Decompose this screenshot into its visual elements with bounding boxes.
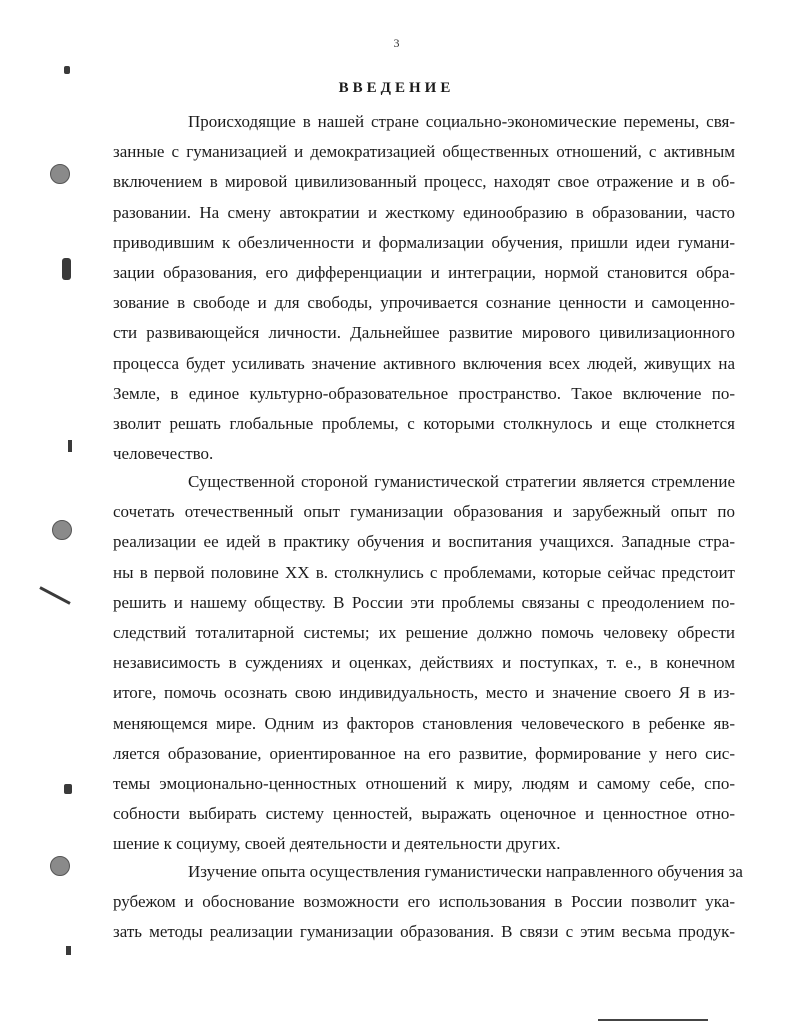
text-line: человечество. bbox=[113, 444, 214, 464]
scan-mark bbox=[39, 586, 70, 605]
page-title: ВВЕДЕНИЕ bbox=[338, 80, 455, 96]
text-line: ляется образование, ориентированное на его развитие, формирование у него сис- bbox=[113, 743, 735, 763]
text-line: зование в свободе и для свободы, упрочивается сознание ценности и самоценно- bbox=[113, 293, 735, 313]
paragraph-2 bbox=[113, 467, 735, 860]
text-line: темы эмоционально-ценностных отношений к миру, людям и самому себе, спо- bbox=[113, 774, 735, 794]
text-line: шение к социуму, своей деятельности и деятельности других. bbox=[113, 834, 561, 854]
text-line: Существенной стороной гуманистической стратегии является стремление bbox=[188, 472, 735, 491]
text-line: ны в первой половине XX в. столкнулись с проблемами, которые сейчас предстоит bbox=[113, 562, 735, 582]
punch-hole-mark bbox=[50, 164, 70, 184]
text-line: итоге, помочь осознать свою индивидуальность, место и значение своего Я в из- bbox=[113, 683, 735, 703]
text-line: Происходящие в нашей стране социально-экономические перемены, свя- bbox=[188, 112, 735, 131]
text-line: решить и нашему обществу. В России эти проблемы связаны с преодолением по- bbox=[113, 592, 735, 612]
text-line: зации образования, его дифференциации и интеграции, нормой становится обра- bbox=[113, 263, 735, 283]
text-line: собности выбирать систему ценностей, выражать оценочное и ценностное отно- bbox=[113, 804, 735, 824]
text-line: зать методы реализации гуманизации образования. В связи с этим весьма продук- bbox=[113, 922, 735, 942]
punch-hole-mark bbox=[50, 856, 70, 876]
text-line: Земле, в единое культурно-образовательное пространство. Такое включение по- bbox=[113, 383, 735, 403]
text-line: занные с гуманизацией и демократизацией общественных отношений, с активным bbox=[113, 142, 735, 162]
scan-mark bbox=[66, 946, 71, 955]
page-number: 3 bbox=[393, 36, 400, 50]
text-line: рубежом и обоснование возможности его использования в России позволит ука- bbox=[113, 892, 735, 912]
text-line: реализации ее идей в практику обучения и воспитания учащихся. Западные стра- bbox=[113, 532, 735, 552]
text-line: приводившим к обезличенности и формализации обучения, пришли идеи гумани- bbox=[113, 232, 735, 252]
text-line: независимость в суждениях и оценках, действиях и поступках, т. е., в конечном bbox=[113, 653, 735, 673]
paragraph-3 bbox=[113, 857, 743, 948]
text-line: процесса будет усиливать значение активного включения всех людей, живущих на bbox=[113, 353, 735, 373]
scan-mark bbox=[64, 784, 72, 794]
paragraph-1 bbox=[113, 107, 735, 469]
scan-mark bbox=[62, 258, 71, 280]
text-line: зволит решать глобальные проблемы, с которыми столкнулось и еще столкнется bbox=[113, 414, 735, 434]
scan-mark bbox=[68, 440, 72, 452]
text-line: меняющемся мире. Одним из факторов становления человеческого в ребенке яв- bbox=[113, 713, 735, 733]
punch-hole-mark bbox=[52, 520, 72, 540]
scan-mark bbox=[64, 66, 70, 74]
bottom-rule-mark bbox=[598, 1019, 708, 1021]
text-line: сти развивающейся личности. Дальнейшее развитие мирового цивилизационного bbox=[113, 323, 735, 343]
text-line: Изучение опыта осуществления гуманистически направленного обучения за bbox=[188, 862, 743, 881]
text-line: следствий тоталитарной системы; их решение должно помочь человеку обрести bbox=[113, 623, 735, 643]
text-line: разовании. На смену автократии и жесткому единообразию в образовании, часто bbox=[113, 202, 735, 222]
text-line: сочетать отечественный опыт гуманизации образования и зарубежный опыт по bbox=[113, 502, 735, 522]
text-line: включением в мировой цивилизованный процесс, находят свое отражение и в об- bbox=[113, 172, 735, 192]
